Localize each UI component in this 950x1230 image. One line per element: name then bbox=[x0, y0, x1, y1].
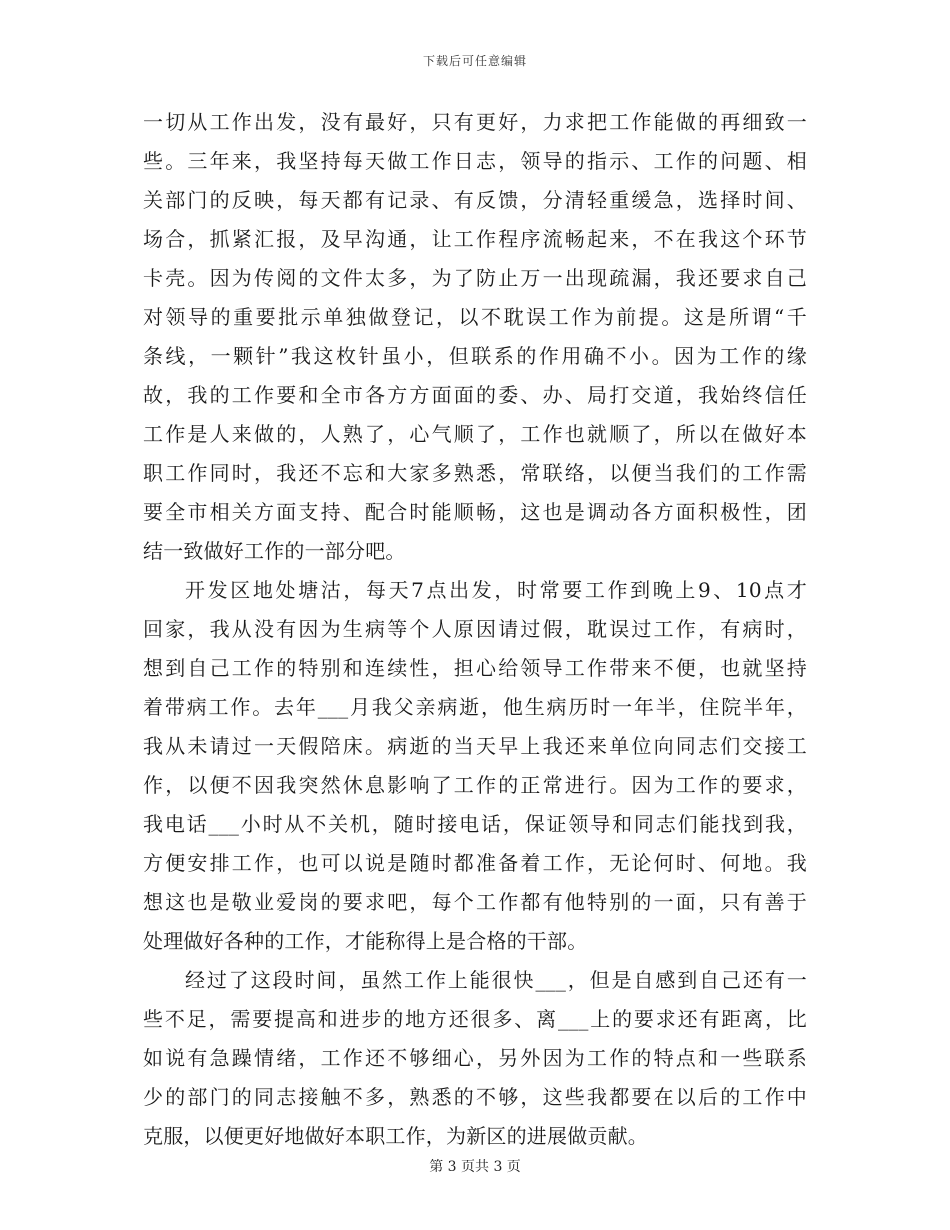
text-line: 结一致做好工作的一部分吧。 bbox=[143, 539, 406, 563]
text-line: 方便安排工作，也可以说是随时都准备着工作，无论何时、何地。我 bbox=[143, 851, 807, 875]
text-line: 克服，以便更好地做好本职工作，为新区的进展做贡献。 bbox=[143, 1124, 648, 1148]
text-line: 回家，我从没有因为生病等个人原因请过假，耽误过工作，有病时， bbox=[143, 617, 807, 641]
text-line: 关部门的反映，每天都有记录、有反馈，分清轻重缓急，选择时间、 bbox=[143, 188, 807, 212]
page-header: 下载后可任意编辑 bbox=[422, 54, 527, 68]
text-line: 如说有急躁情绪，工作还不够细心，另外因为工作的特点和一些联系 bbox=[143, 1046, 807, 1070]
paragraph bbox=[143, 103, 807, 571]
text-line: 处理做好各种的工作，才能称得上是合格的干部。 bbox=[143, 929, 588, 953]
text-line: 场合，抓紧汇报，及早沟通，让工作程序流畅起来，不在我这个环节 bbox=[143, 227, 807, 251]
page-number: 第 3 页共 3 页 bbox=[429, 1159, 521, 1175]
text-line: 对领导的重要批示单独做登记，以不耽误工作为前提。这是所谓“千 bbox=[143, 305, 807, 329]
text-line: 经过了这段时间，虽然工作上能很快___，但是自感到自己还有一 bbox=[185, 968, 807, 992]
paragraph bbox=[143, 961, 807, 1156]
text-line: 职工作同时，我还不忘和大家多熟悉，常联络，以便当我们的工作需 bbox=[143, 461, 807, 485]
text-line: 工作是人来做的，人熟了，心气顺了，工作也就顺了，所以在做好本 bbox=[143, 422, 807, 446]
text-line: 我电话___小时从不关机，随时接电话，保证领导和同志们能找到我， bbox=[143, 812, 807, 836]
paragraph bbox=[143, 571, 807, 961]
text-line: 少的部门的同志接触不多，熟悉的不够，这些我都要在以后的工作中 bbox=[143, 1085, 807, 1109]
document-body bbox=[143, 103, 807, 1156]
text-line: 条线，一颗针”我这枚针虽小，但联系的作用确不小。因为工作的缘 bbox=[143, 344, 807, 368]
text-line: 开发区地处塘沽，每天7点出发，时常要工作到晚上9、10点才 bbox=[185, 578, 807, 602]
text-line: 想到自己工作的特别和连续性，担心给领导工作带来不便，也就坚持 bbox=[143, 656, 807, 680]
text-line: 想这也是敬业爱岗的要求吧，每个工作都有他特别的一面，只有善于 bbox=[143, 890, 807, 914]
text-line: 着带病工作。去年___月我父亲病逝，他生病历时一年半，住院半年， bbox=[143, 695, 807, 719]
text-line: 我从未请过一天假陪床。病逝的当天早上我还来单位向同志们交接工 bbox=[143, 734, 807, 758]
text-line: 一切从工作出发，没有最好，只有更好，力求把工作能做的再细致一 bbox=[143, 110, 807, 134]
text-line: 故，我的工作要和全市各方方面面的委、办、局打交道，我始终信任 bbox=[143, 383, 807, 407]
text-line: 些。三年来，我坚持每天做工作日志，领导的指示、工作的问题、相 bbox=[143, 149, 807, 173]
text-line: 些不足，需要提高和进步的地方还很多、离___上的要求还有距离，比 bbox=[143, 1007, 807, 1031]
text-line: 作，以便不因我突然休息影响了工作的正常进行。因为工作的要求， bbox=[143, 773, 807, 797]
text-line: 卡壳。因为传阅的文件太多，为了防止万一出现疏漏，我还要求自己 bbox=[143, 266, 807, 290]
text-line: 要全市相关方面支持、配合时能顺畅，这也是调动各方面积极性，团 bbox=[143, 500, 807, 524]
